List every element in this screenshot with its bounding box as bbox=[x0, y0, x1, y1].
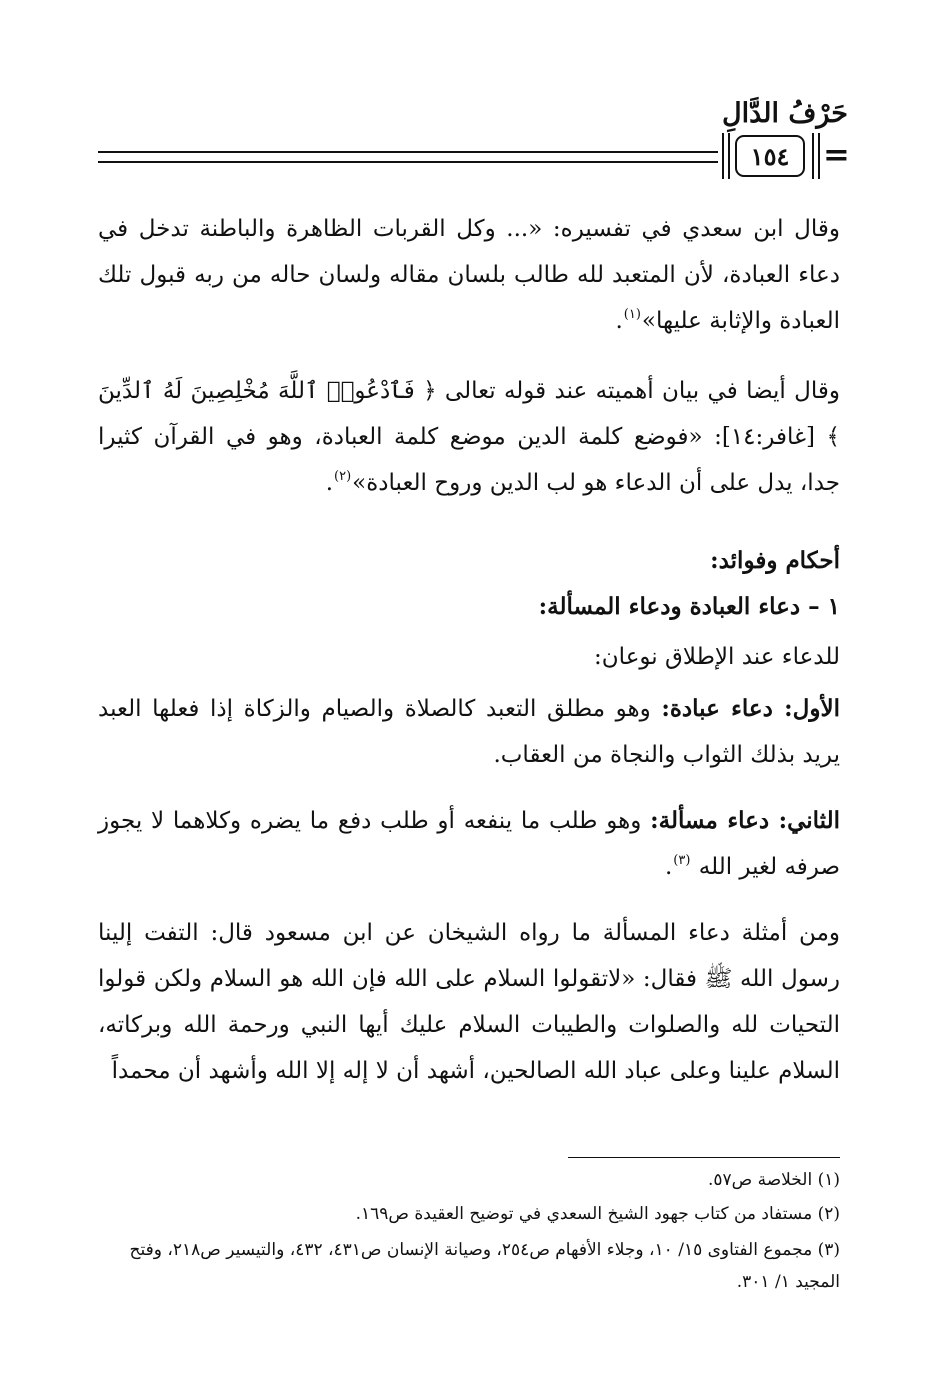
paragraph-end: . bbox=[615, 308, 623, 334]
header-equals-mark: = bbox=[823, 135, 850, 173]
header-rule-top bbox=[98, 151, 718, 153]
paragraph-ibn-saadi-quote bbox=[98, 206, 840, 344]
chapter-title: حَرْفُ الدَّالِ bbox=[722, 98, 848, 129]
footnote-ref-2: (٢) bbox=[334, 469, 352, 484]
header-divider-bar bbox=[818, 133, 820, 179]
intro-line: للدعاء عند الإطلاق نوعان: bbox=[594, 644, 840, 670]
page-number: ١٥٤ bbox=[735, 135, 805, 177]
footnote-divider bbox=[568, 1157, 840, 1158]
second-type-text: وهو طلب ما ينفعه أو طلب دفع ما يضره وكلاهما لا يجوز صرفه لغير الله bbox=[98, 808, 840, 880]
footnote-1: (١) الخلاصة ص٥٧. bbox=[707, 1170, 840, 1190]
paragraph-text: وقال أيضا في بيان أهميته عند قوله تعالى ﴿ فَٱدْعُوا۟ ٱللَّهَ مُخْلِصِينَ لَهُ ٱلدِّينَ ﴾ [غافر:١٤]: «فوضع كلمة الدين موضع كلمة العبادة، وهو في القرآن كثيرا جدا، يدل على أن الدعاء هو لب الدين وروح العبادة» bbox=[98, 378, 840, 496]
sub-heading: ١ – دعاء العبادة ودعاء المسألة: bbox=[538, 593, 840, 620]
header-divider-bar bbox=[728, 133, 730, 179]
first-type-text: وهو مطلق التعبد كالصلاة والصيام والزكاة إذا فعلها العبد يريد بذلك الثواب والنجاة من العقاب. bbox=[98, 696, 840, 768]
header-rule-bottom bbox=[98, 161, 718, 163]
paragraph-hadith: ومن أمثلة دعاء المسألة ما رواه الشيخان عن ابن مسعود قال: التفت إلينا رسول الله ﷺ فقال: «لاتقولوا السلام على الله فإن الله هو السلام ولكن قولوا التحيات لله والصلوات والطيبات السلام عليك أيها النبي ورحمة الله وبركاته، السلام علينا وعلى عباد الله الصالحين، أشهد أن لا إله إلا الله وأشهد أن محمداً bbox=[98, 920, 840, 1084]
paragraph-second-type bbox=[98, 798, 840, 890]
footnote-ref-1: (١) bbox=[623, 307, 641, 322]
paragraph-quran-verse bbox=[98, 368, 840, 506]
footnote-ref-3: (٣) bbox=[673, 853, 691, 868]
paragraph-end: . bbox=[664, 854, 673, 880]
section-heading: أحكام وفوائد: bbox=[710, 547, 840, 574]
header-divider-bar bbox=[812, 133, 814, 179]
footnote-2: (٢) مستفاد من كتاب جهود الشيخ السعدي في توضيح العقيدة ص١٦٩. bbox=[355, 1204, 840, 1224]
paragraph-end: . bbox=[325, 470, 333, 496]
second-type-label: الثاني: دعاء مسألة: bbox=[650, 807, 840, 834]
paragraph-text: وقال ابن سعدي في تفسيره: «... وكل القربات الظاهرة والباطنة تدخل في دعاء العبادة، لأن المتعبد لله طالب بلسان مقاله ولسان حاله من ربه قبول تلك العبادة والإثابة عليها» bbox=[98, 216, 840, 334]
header-divider-bar bbox=[722, 133, 724, 179]
paragraph-first-type bbox=[98, 686, 840, 778]
footnote-3: (٣) مجموع الفتاوى ١٥/ ١٠، وجلاء الأفهام ص٢٥٤، وصيانة الإنسان ص٤٣١، ٤٣٢، والتيسير ص٢١٨، وفتح المجيد ١/ ٣٠١. bbox=[129, 1240, 840, 1292]
first-type-label: الأول: دعاء عبادة: bbox=[661, 695, 840, 722]
